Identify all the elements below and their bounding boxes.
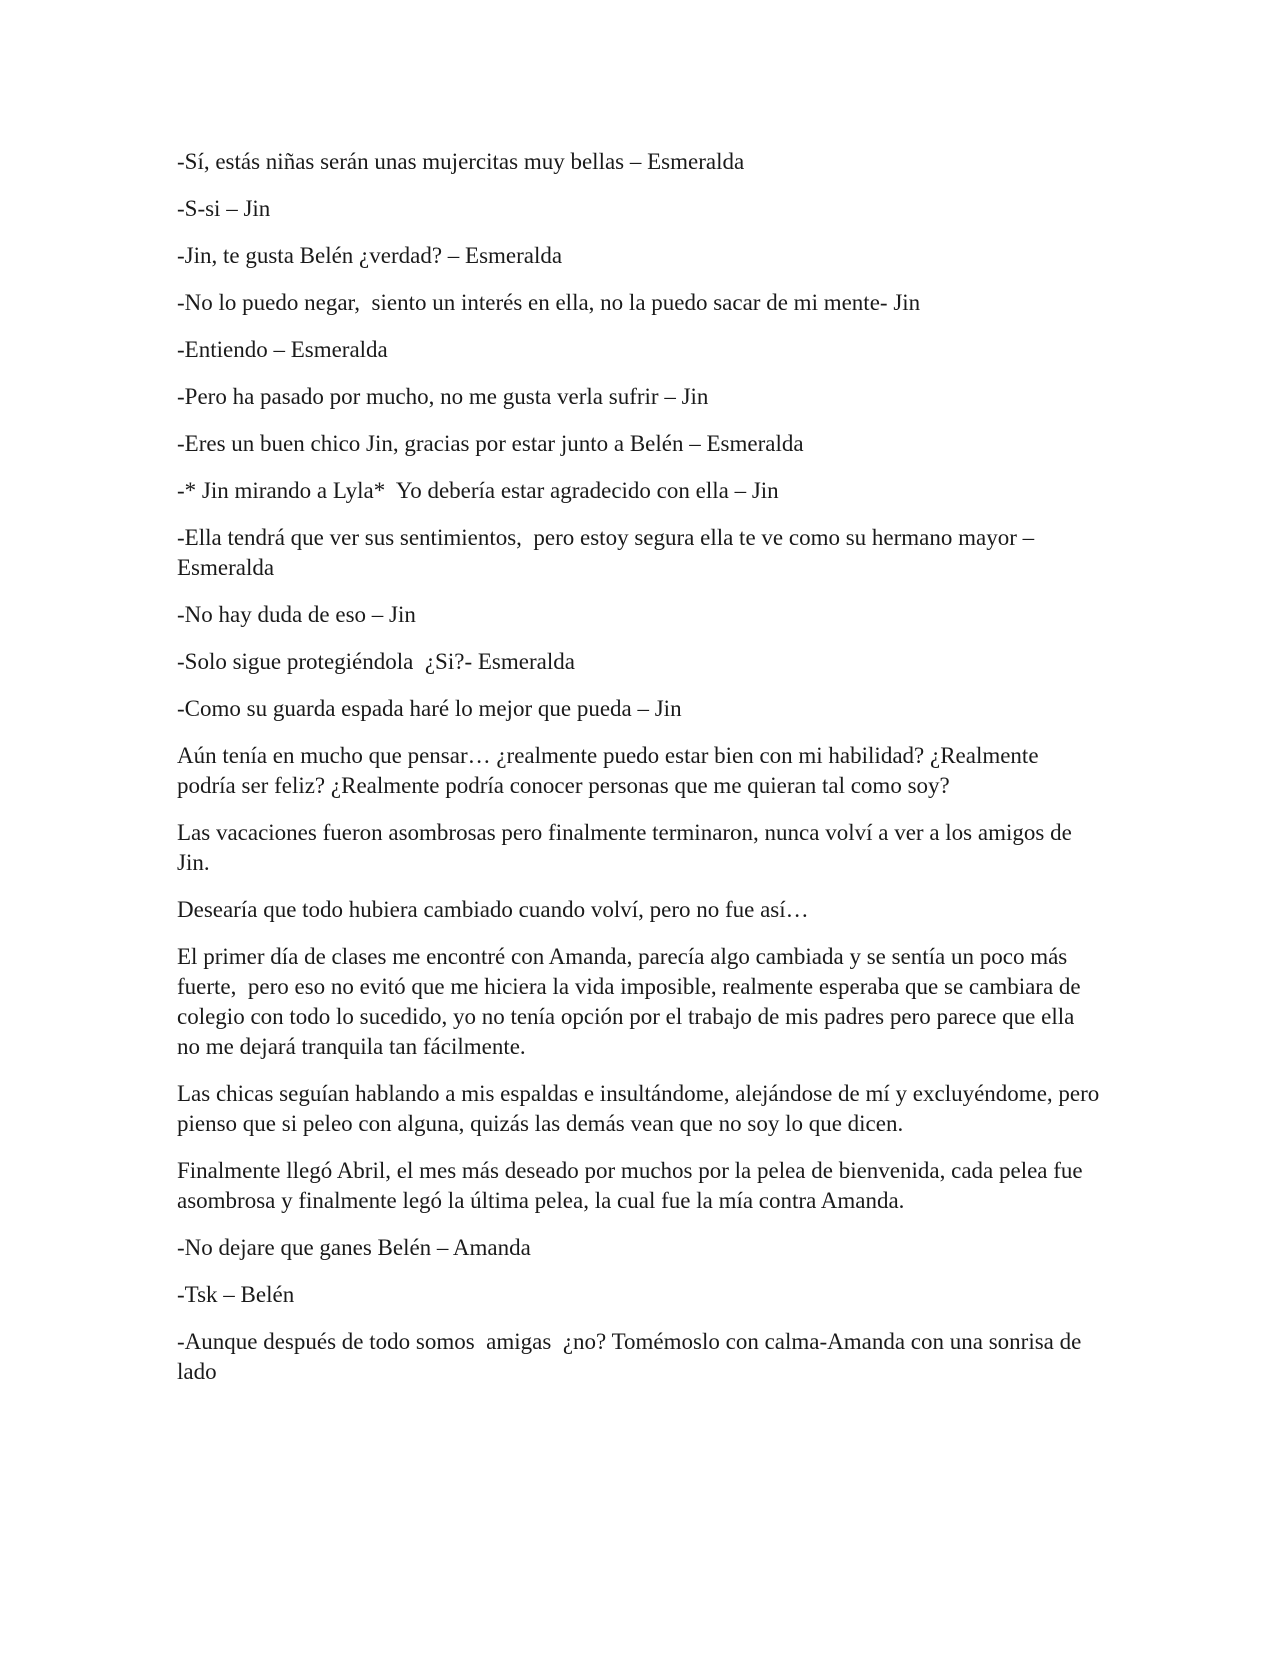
document-body xyxy=(177,147,1106,1404)
paragraph: -Como su guarda espada haré lo mejor que pueda – Jin xyxy=(177,696,682,721)
paragraph: Finalmente llegó Abril, el mes más deseado por muchos por la pelea de bienvenida, cada pelea fue asombrosa y finalmente legó la última pelea, la cual fue la mía contra Amanda. xyxy=(177,1158,1089,1213)
paragraph: Las vacaciones fueron asombrosas pero finalmente terminaron, nunca volví a ver a los amigos de Jin. xyxy=(177,820,1078,875)
paragraph: -No lo puedo negar, siento un interés en ella, no la puedo sacar de mi mente- Jin xyxy=(177,290,921,315)
paragraph: -Jin, te gusta Belén ¿verdad? – Esmeralda xyxy=(177,243,563,268)
paragraph: -Eres un buen chico Jin, gracias por estar junto a Belén – Esmeralda xyxy=(177,431,804,456)
paragraph: -Solo sigue protegiéndola ¿Si?- Esmeralda xyxy=(177,649,575,674)
paragraph: -Aunque después de todo somos amigas ¿no? Tomémoslo con calma-Amanda con una sonrisa de lado xyxy=(177,1329,1088,1384)
paragraph: -No dejare que ganes Belén – Amanda xyxy=(177,1235,531,1260)
paragraph: Aún tenía en mucho que pensar… ¿realmente puedo estar bien con mi habilidad? ¿Realmente podría ser feliz? ¿Realmente podría conocer personas que me quieran tal como soy? xyxy=(177,743,1045,798)
paragraph: -S-si – Jin xyxy=(177,196,271,221)
paragraph: -Tsk – Belén xyxy=(177,1282,295,1307)
paragraph: -* Jin mirando a Lyla* Yo debería estar agradecido con ella – Jin xyxy=(177,478,779,503)
paragraph: Las chicas seguían hablando a mis espaldas e insultándome, alejándose de mí y excluyéndome, pero pienso que si peleo con alguna, quizás las demás vean que no soy lo que dicen. xyxy=(177,1081,1106,1136)
paragraph: -No hay duda de eso – Jin xyxy=(177,602,416,627)
paragraph: -Ella tendrá que ver sus sentimientos, pero estoy segura ella te ve como su hermano mayor – Esmeralda xyxy=(177,525,1040,580)
paragraph: El primer día de clases me encontré con Amanda, parecía algo cambiada y se sentía un poco más fuerte, pero eso no evitó que me hiciera la vida imposible, realmente esperaba que se cambiara de colegio con todo lo sucedido, yo no tenía opción por el trabajo de mis padres pero parece que ella no me dejará tranquila tan fácilmente. xyxy=(177,944,1087,1059)
paragraph: -Pero ha pasado por mucho, no me gusta verla sufrir – Jin xyxy=(177,384,709,409)
paragraph: -Entiendo – Esmeralda xyxy=(177,337,388,362)
paragraph: -Sí, estás niñas serán unas mujercitas muy bellas – Esmeralda xyxy=(177,149,745,174)
paragraph: Desearía que todo hubiera cambiado cuando volví, pero no fue así… xyxy=(177,897,809,922)
